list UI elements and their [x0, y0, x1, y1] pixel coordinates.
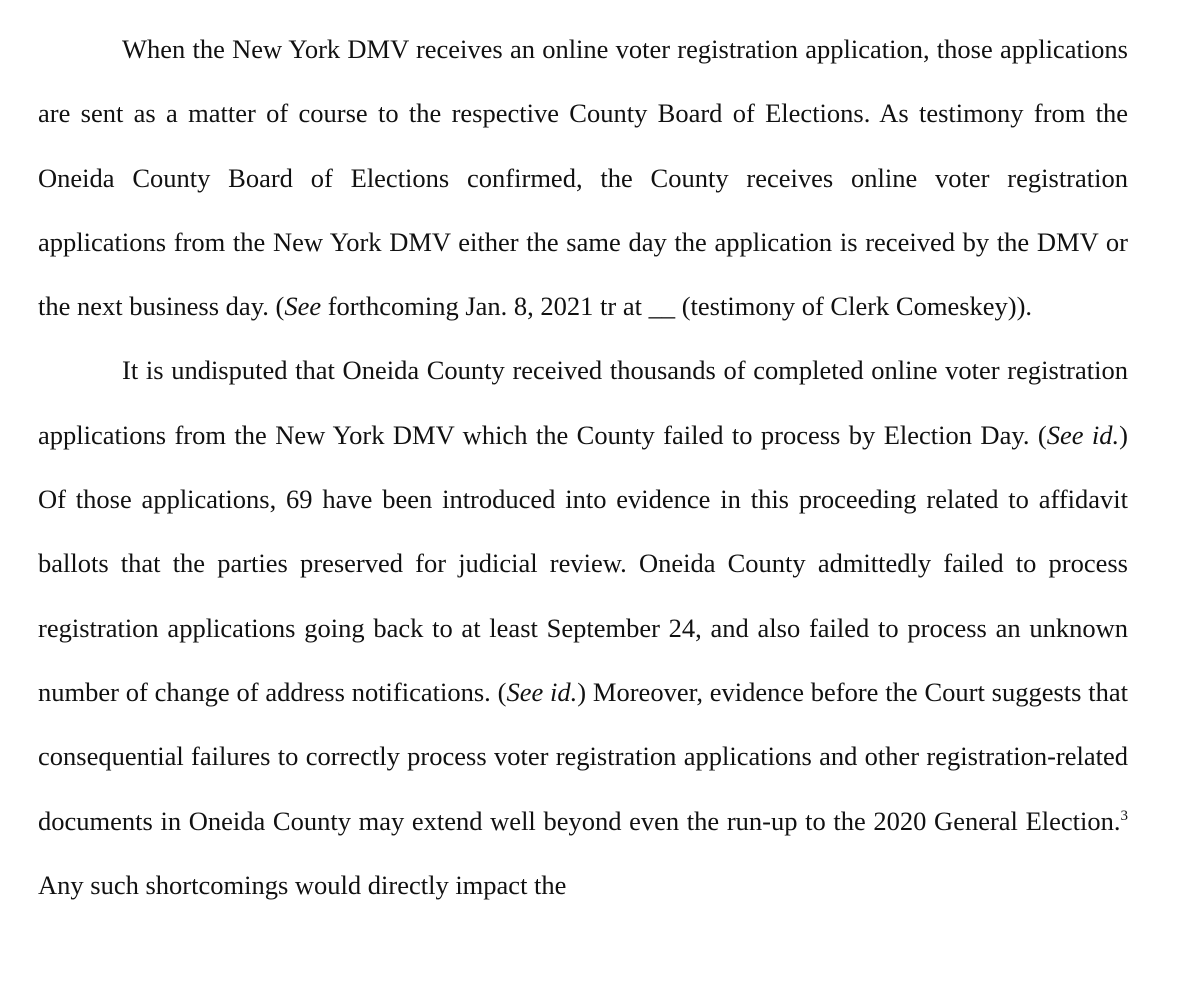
- paragraph-2-text-c: ) Moreover, evidence before the Court suggests that consequential failures to correctly process voter registration applications and other registration-related documents in Oneida County may extend well beyond even the run-up to the 2020 General Election.: [38, 676, 1128, 836]
- paragraph-2: [38, 338, 1128, 917]
- paragraph-2-text-a: It is undisputed that Oneida County received thousands of completed online voter registration applications from the New York DMV which the County failed to process by Election Day. (: [38, 355, 1128, 450]
- paragraph-2-text-d: Any such shortcomings would directly impact the: [38, 869, 567, 900]
- citation-see-id-1: See id.: [1046, 419, 1120, 450]
- footnote-reference[interactable]: 3: [1120, 807, 1128, 824]
- paragraph-1-text-b: forthcoming Jan. 8, 2021 tr at __ (testimony of Clerk Comeskey)).: [321, 291, 1033, 322]
- citation-see: See: [284, 291, 322, 322]
- paragraph-1-text-a: When the New York DMV receives an online voter registration application, those applications are sent as a matter of course to the respective County Board of Elections. As testimony from the Oneida County Board of Elections confirmed, the County receives online voter registration applications from the New York DMV either the same day the application is received by the DMV or the next business day. (: [38, 34, 1128, 322]
- paragraph-1: [38, 17, 1128, 338]
- paragraph-2-text-b: ) Of those applications, 69 have been introduced into evidence in this proceeding related to affidavit ballots that the parties preserved for judicial review. Oneida County admittedly failed to process registration applications going back to at least September 24, and also failed to process an unknown number of change of address notifications. (: [38, 419, 1128, 707]
- citation-see-id-2: See id.: [506, 676, 578, 707]
- document-page: [38, 17, 1128, 917]
